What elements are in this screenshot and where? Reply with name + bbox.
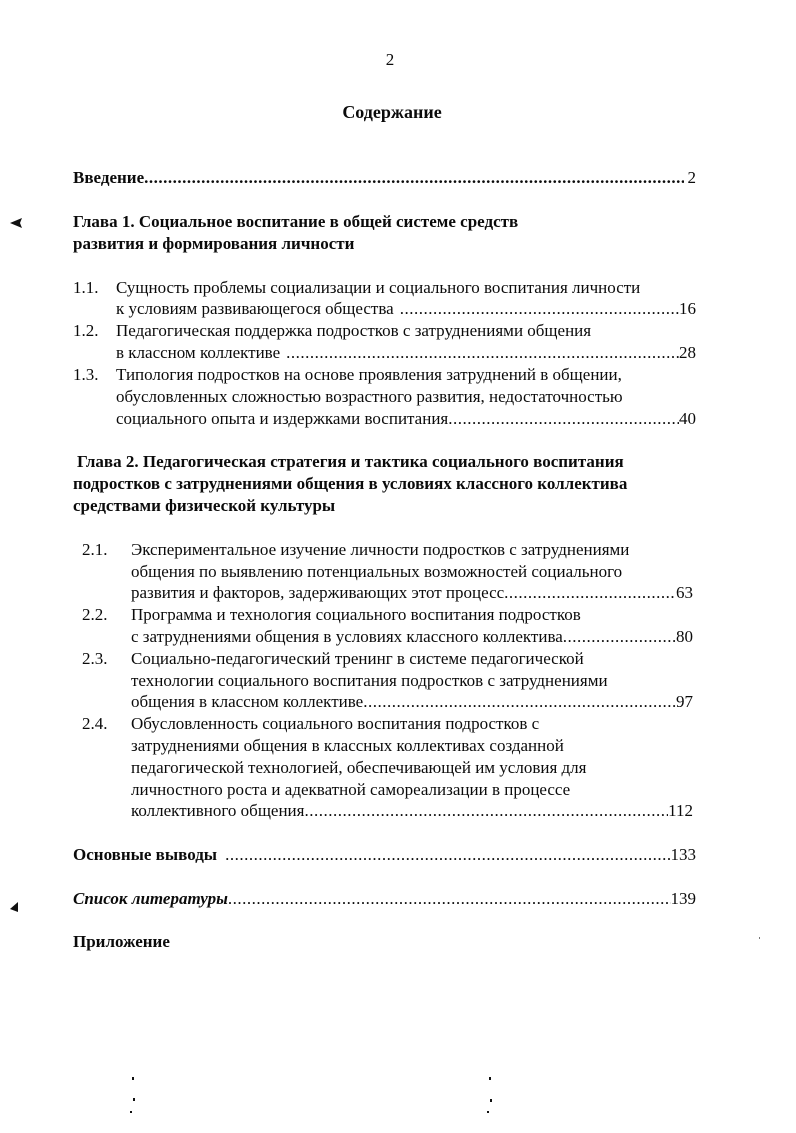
toc-item-last-line[interactable] [131,691,693,713]
toc-page-number: 139 [670,889,696,908]
toc-item-text[interactable]: Типология подростков на основе проявления затруднений в общении, [116,365,622,384]
toc-item-text[interactable]: личностного роста и адекватной самореализации в процессе [131,780,571,799]
chapter-2-heading-line-3[interactable]: средствами физической культуры [73,496,336,515]
toc-item-text[interactable]: технологии социального воспитания подростков с затруднениями [131,671,608,690]
scan-dot [133,1098,135,1101]
toc-entry-label: Список литературы [73,889,228,908]
toc-page-number: 28 [679,343,696,362]
toc-item-text: к условиям развивающегося общества [116,299,394,318]
toc-page-number: 2 [687,168,696,187]
leader-dots [280,342,679,364]
toc-item-text: с затруднениями общения в условиях классного коллектива [131,627,563,646]
toc-item-text[interactable]: Экспериментальное изучение личности подростков с затруднениями [131,540,630,559]
toc-entry-label: Основные выводы [73,845,218,864]
scan-dot [132,1077,134,1080]
leader-dots [394,298,679,320]
scan-arrow-mark [8,216,28,230]
toc-item-number: 2.3. [82,649,108,668]
toc-page-number: 97 [676,692,693,711]
toc-item-number: 2.2. [82,605,108,624]
toc-entry-conclusions[interactable] [73,844,696,866]
toc-item-last-line[interactable] [131,626,693,648]
toc-item-text: в классном коллективе [116,343,281,362]
leader-dots [217,844,670,866]
leader-dots [448,408,679,430]
chapter-1-heading-line-1[interactable]: Глава 1. Социальное воспитание в общей системе средств [73,212,519,231]
toc-page-number: 112 [668,801,693,820]
toc-item-last-line[interactable] [131,582,693,604]
scan-dot [487,1111,489,1113]
leader-dots [563,626,676,648]
toc-item-text[interactable]: затруднениями общения в классных коллективах созданной [131,736,564,755]
toc-item-last-line[interactable] [116,298,696,320]
toc-title: Содержание [342,102,442,122]
toc-item-last-line[interactable] [116,342,696,364]
toc-item-number: 2.1. [82,540,108,559]
toc-item-number: 1.3. [73,365,99,384]
toc-entry-appendix[interactable]: Приложение [73,932,170,951]
scan-arrow-mark [8,900,22,914]
toc-item-text[interactable]: обусловленных сложностью возрастного развития, недостаточностью [116,387,623,406]
leader-dots [363,691,676,713]
toc-page-number: 80 [676,627,693,646]
toc-item-last-line[interactable] [131,800,693,822]
toc-item-text[interactable]: Социально-педагогический тренинг в системе педагогической [131,649,584,668]
toc-entry-label: Введение [73,168,145,187]
toc-item-number: 1.2. [73,321,99,340]
toc-item-text[interactable]: общения по выявлению потенциальных возможностей социального [131,562,623,581]
scan-dot [490,1099,492,1102]
toc-item-text: развития и факторов, задерживающих этот процесс [131,583,505,602]
scan-dot [489,1077,491,1080]
toc-item-text[interactable]: Сущность проблемы социализации и социального воспитания личности [116,278,641,297]
toc-page-number: 16 [679,299,696,318]
chapter-2-heading-line-2[interactable]: подростков с затруднениями общения в условиях классного коллектива [73,474,628,493]
scan-dot [759,937,760,939]
chapter-1-heading-line-2[interactable]: развития и формирования личности [73,234,355,253]
toc-page-number: 40 [679,409,696,428]
scan-dot [130,1111,132,1113]
toc-item-text: общения в классном коллективе [131,692,364,711]
chapter-2-heading-line-1[interactable]: Глава 2. Педагогическая стратегия и тактика социального воспитания [77,452,624,471]
leader-dots [304,800,668,822]
toc-item-text[interactable]: педагогической технологией, обеспечивающей им условия для [131,758,587,777]
toc-item-text[interactable]: Педагогическая поддержка подростков с затруднениями общения [116,321,592,340]
leader-dots [504,582,676,604]
toc-entry-references[interactable] [73,888,696,910]
leader-dots [144,167,683,189]
toc-item-text: социального опыта и издержками воспитания [116,409,449,428]
toc-item-number: 2.4. [82,714,108,733]
toc-item-number: 1.1. [73,278,99,297]
toc-page-number: 63 [676,583,693,602]
toc-item-text[interactable]: Обусловленность социального воспитания подростков с [131,714,540,733]
toc-item-text: коллективного общения [131,801,305,820]
leader-dots [228,888,671,910]
toc-entry-introduction[interactable] [73,167,696,189]
page-number: 2 [385,50,395,69]
toc-page-number: 133 [670,845,696,864]
toc-item-last-line[interactable] [116,408,696,430]
toc-item-text[interactable]: Программа и технология социального воспитания подростков [131,605,581,624]
